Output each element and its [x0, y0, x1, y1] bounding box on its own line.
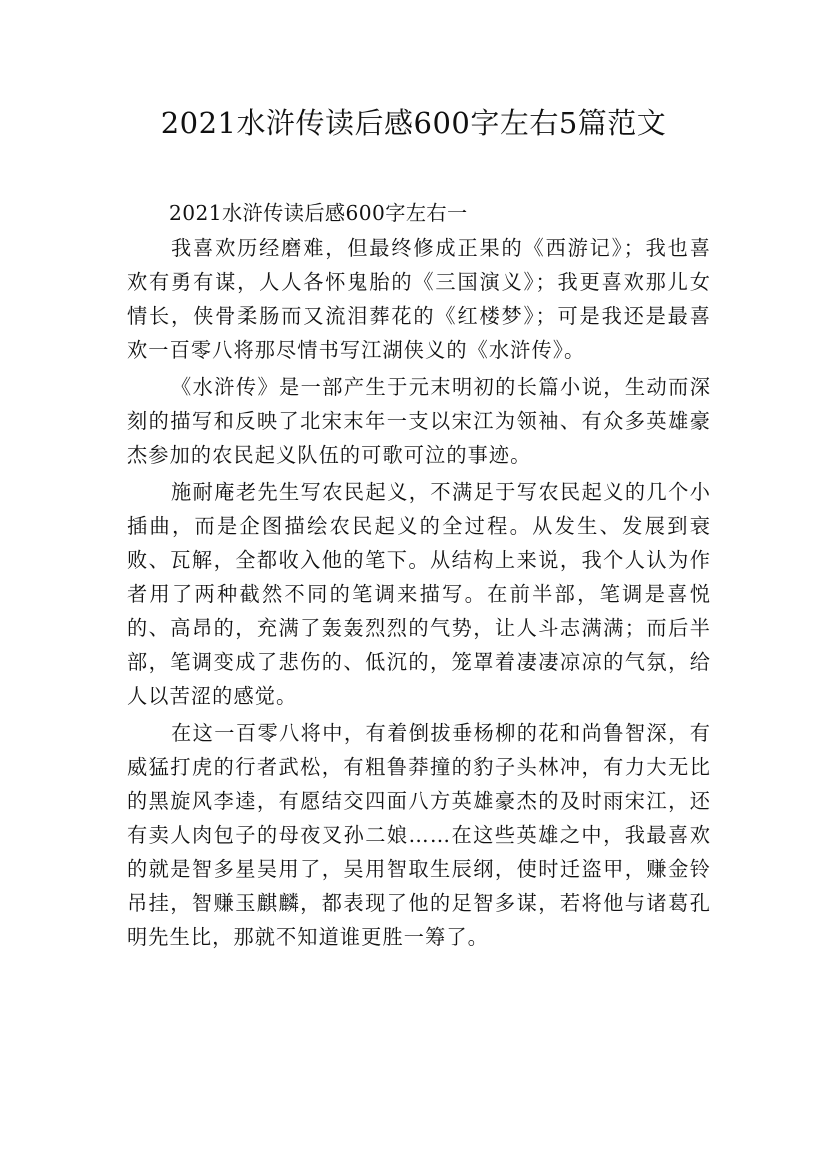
paragraph-2: 《水浒传》是一部产生于元末明初的长篇小说，生动而深刻的描写和反映了北宋末年一支以宋江为领袖、有众多英雄豪杰参加的农民起义队伍的可歌可泣的事迹。: [127, 375, 711, 467]
document-body: [127, 196, 711, 954]
paragraph-4: 在这一百零八将中，有着倒拔垂杨柳的花和尚鲁智深，有威猛打虎的行者武松，有粗鲁莽撞的豹子头林冲，有力大无比的黑旋风李逵，有愿结交四面八方英雄豪杰的及时雨宋江，还有卖人肉包子的母夜叉孙二娘……在这些英雄之中，我最喜欢的就是智多星吴用了，吴用智取生辰纲，使时迁盗甲，赚金铃吊挂，智赚玉麒麟，都表现了他的足智多谋，若将他与诸葛孔明先生比，那就不知道谁更胜一筹了。: [127, 721, 711, 949]
paragraph-1: 我喜欢历经磨难，但最终修成正果的《西游记》；我也喜欢有勇有谋，人人各怀鬼胎的《三国演义》；我更喜欢那儿女情长，侠骨柔肠而又流泪葬花的《红楼梦》；可是我还是最喜欢一百零八将那尽情书写江湖侠义的《水浒传》。: [127, 236, 711, 362]
paragraph-3: 施耐庵老先生写农民起义，不满足于写农民起义的几个小插曲，而是企图描绘农民起义的全过程。从发生、发展到衰败、瓦解，全都收入他的笔下。从结构上来说，我个人认为作者用了两种截然不同的笔调来描写。在前半部，笔调是喜悦的、高昂的，充满了轰轰烈烈的气势，让人斗志满满；而后半部，笔调变成了悲伤的、低沉的，笼罩着凄凄凉凉的气氛，给人以苦涩的感觉。: [127, 480, 711, 708]
document-title: 2021水浒传读后感600字左右5篇范文: [160, 106, 667, 140]
section-heading: 2021水浒传读后感600字左右一: [169, 201, 468, 225]
